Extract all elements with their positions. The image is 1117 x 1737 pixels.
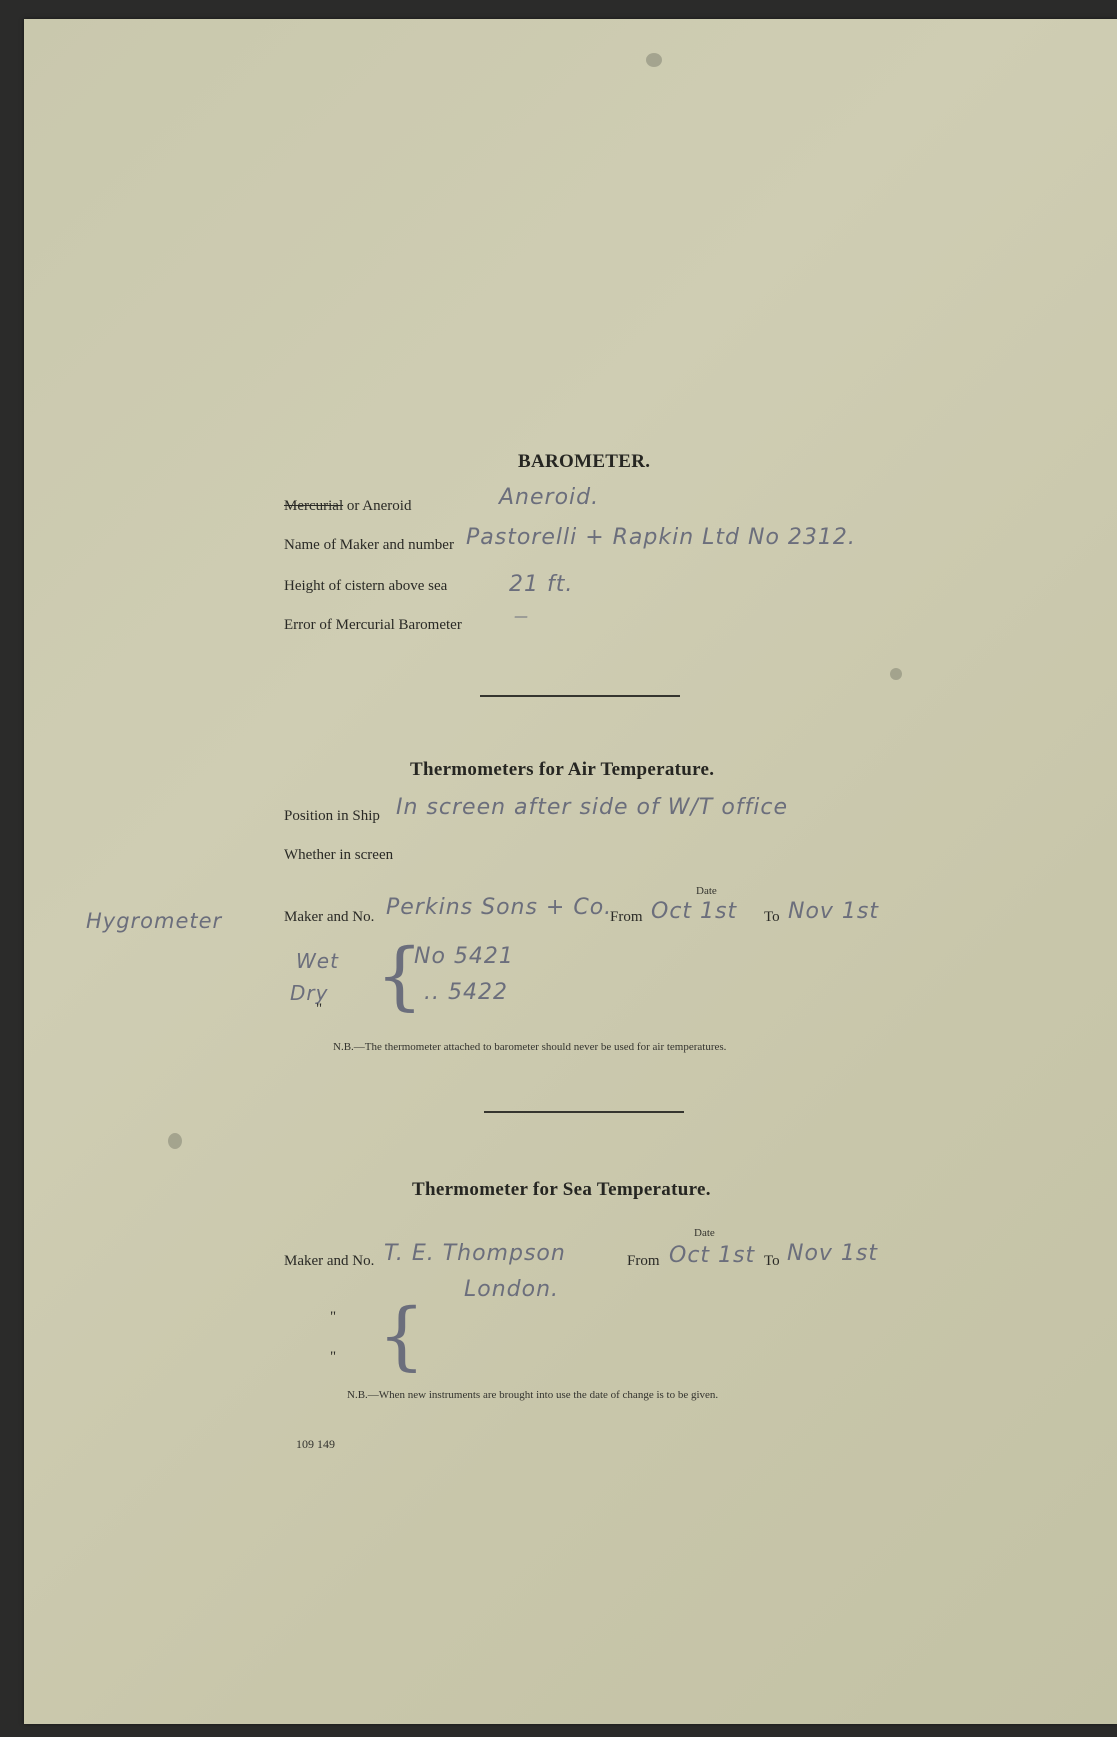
sea-date-label: Date <box>694 1227 715 1239</box>
form-code: 109 149 <box>296 1437 335 1451</box>
air-maker-value: Perkins Sons + Co. <box>386 895 613 920</box>
sea-maker-label: Maker and No. <box>284 1253 375 1269</box>
sea-title: Thermometer for Sea Temperature. <box>412 1179 711 1200</box>
air-wet-label: Wet <box>296 949 339 973</box>
air-maker-label: Maker and No. <box>284 909 375 925</box>
air-to-value: Nov 1st <box>788 899 880 924</box>
sea-brace: { <box>378 1293 426 1379</box>
air-wet-value: No 5421 <box>414 944 514 969</box>
sea-ditto-2: " <box>330 1349 337 1365</box>
air-note: N.B.—The thermometer attached to barometer should never be used for air temperatures. <box>333 1041 727 1053</box>
sea-from-value: Oct 1st <box>669 1243 756 1268</box>
air-from-value: Oct 1st <box>651 899 738 924</box>
air-ditto-mark: " <box>316 1001 323 1017</box>
paper-spot <box>890 668 902 680</box>
air-position-value: In screen after side of W/T office <box>396 795 789 820</box>
barometer-title: BAROMETER. <box>518 451 651 472</box>
paper-spot <box>646 53 662 67</box>
sea-maker-value: T. E. Thompson <box>384 1241 566 1266</box>
barometer-height-value: 21 ft. <box>509 572 574 597</box>
air-brace: { <box>376 933 424 1019</box>
mercurial-struck-label: Mercurial <box>284 498 344 514</box>
air-title: Thermometers for Air Temperature. <box>410 759 715 780</box>
sea-maker-value-line2: London. <box>464 1277 560 1302</box>
aneroid-label: or Aneroid <box>346 498 412 514</box>
sea-note: N.B.—When new instruments are brought into use the date of change is to be given. <box>347 1389 719 1401</box>
barometer-type-label <box>284 498 411 515</box>
sea-from-label: From <box>627 1253 660 1269</box>
air-screen-label: Whether in screen <box>284 847 394 863</box>
air-date-label: Date <box>696 885 717 897</box>
barometer-type-value: Aneroid. <box>499 485 600 510</box>
sea-to-label: To <box>764 1253 780 1269</box>
section-divider <box>480 695 680 697</box>
air-from-label: From <box>610 909 643 925</box>
barometer-error-value: — <box>514 609 529 625</box>
air-dry-value: .. 5422 <box>424 980 508 1005</box>
paper-spot <box>168 1133 182 1149</box>
sea-ditto-1: " <box>330 1309 337 1325</box>
sea-to-value: Nov 1st <box>787 1241 879 1266</box>
barometer-maker-label: Name of Maker and number <box>284 537 454 553</box>
air-position-label: Position in Ship <box>284 808 380 824</box>
form-page <box>24 19 1117 1724</box>
air-to-label: To <box>764 909 780 925</box>
barometer-height-label: Height of cistern above sea <box>284 578 448 594</box>
air-dry-label: Dry <box>290 981 329 1005</box>
section-divider <box>484 1111 684 1113</box>
barometer-error-label: Error of Mercurial Barometer <box>284 617 462 633</box>
barometer-maker-value: Pastorelli + Rapkin Ltd No 2312. <box>466 525 856 550</box>
hygrometer-side-note: Hygrometer <box>86 909 223 933</box>
